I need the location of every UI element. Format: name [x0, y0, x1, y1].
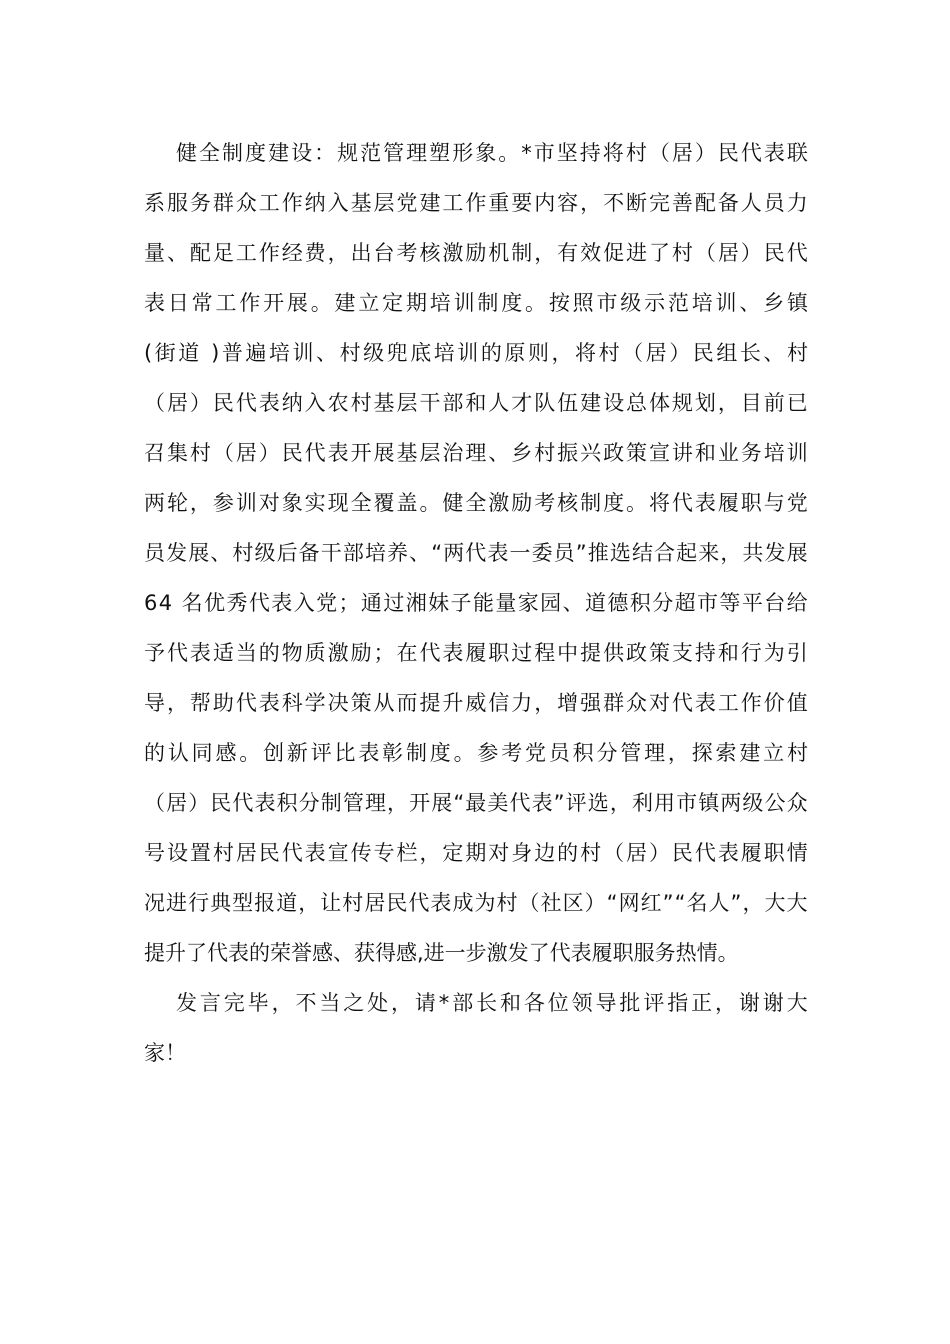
text-line: 的 认 同 感 。 创 新 评 比 表 彰 制 度 。 参 考 党 员 积 分 管 理 ， 探 索 建 立 村 [144, 741, 808, 765]
text-line: 两 轮 ， 参 训 对 象 实 现 全 覆 盖 。 健 全 激 励 考 核 制 度 。 将 代 表 履 职 与 党 [144, 491, 808, 515]
text-line: 导 ， 帮 助 代 表 科 学 决 策 从 而 提 升 威 信 力 ， 增 强 群 众 对 代 表 工 作 价 值 [144, 691, 808, 715]
text-line: 发 言 完 毕 ， 不 当 之 处 ， 请 * 部 长 和 各 位 领 导 批 评 指 正 ， 谢 谢 大 [176, 991, 808, 1015]
text-line: 表 日 常 工 作 开 展 。 建 立 定 期 培 训 制 度 。 按 照 市 级 示 范 培 训 、 乡 镇 [144, 291, 808, 315]
text-line: 员 发 展 、 村 级 后 备 干 部 培 养 、 “ 两 代 表 一 委 员 ” 推 选 结 合 起 来 ， 共 发 展 [144, 541, 808, 565]
text-line: 号 设 置 村 居 民 代 表 宣 传 专 栏 ， 定 期 对 身 边 的 村 （ 居 ） 民 代 表 履 职 情 [144, 841, 808, 865]
text-line: （ 居 ） 民 代 表 纳 入 农 村 基 层 干 部 和 人 才 队 伍 建 设 总 体 规 划 ， 目 前 已 [144, 391, 808, 415]
text-line: 量 、 配 足 工 作 经 费 ， 出 台 考 核 激 励 机 制 ， 有 效 促 进 了 村 （ 居 ） 民 代 [144, 241, 808, 265]
text-line: 6 4 名 优 秀 代 表 入 党 ； 通 过 湘 妹 子 能 量 家 园 、 道 德 积 分 超 市 等 平 台 给 [144, 591, 808, 615]
paragraph-closing-remarks [144, 978, 808, 1078]
text-line: 予 代 表 适 当 的 物 质 激 励 ； 在 代 表 履 职 过 程 中 提 供 政 策 支 持 和 行 为 引 [144, 641, 808, 665]
text-line: 况 进 行 典 型 报 道 ， 让 村 居 民 代 表 成 为 村 （ 社 区 ） “ 网 红 ” “ 名 人 ” ， 大 大 [144, 891, 808, 915]
text-line: 系 服 务 群 众 工 作 纳 入 基 层 党 建 工 作 重 要 内 容 ， 不 断 完 善 配 备 人 员 力 [144, 191, 808, 215]
text-line: （ 居 ） 民 代 表 积 分 制 管 理 ， 开 展 “ 最 美 代 表 ” 评 选 ， 利 用 市 镇 两 级 公 众 [144, 791, 808, 815]
text-line: ( 街 道 ) 普 遍 培 训 、 村 级 兜 底 培 训 的 原 则 ， 将 村 （ 居 ） 民 组 长 、 村 [144, 341, 808, 365]
text-line: 家！ [144, 1041, 186, 1065]
paragraph-system-building [144, 128, 808, 978]
document-body [144, 128, 808, 1078]
text-line: 健 全 制 度 建 设 ： 规 范 管 理 塑 形 象 。 * 市 坚 持 将 村 （ 居 ） 民 代 表 联 [176, 141, 808, 165]
text-line: 召 集 村 （ 居 ） 民 代 表 开 展 基 层 治 理 、 乡 村 振 兴 政 策 宣 讲 和 业 务 培 训 [144, 441, 808, 465]
text-line: 提升了代表的荣誉感、获得感,进一步激发了代表履职服务热情。 [144, 941, 739, 965]
